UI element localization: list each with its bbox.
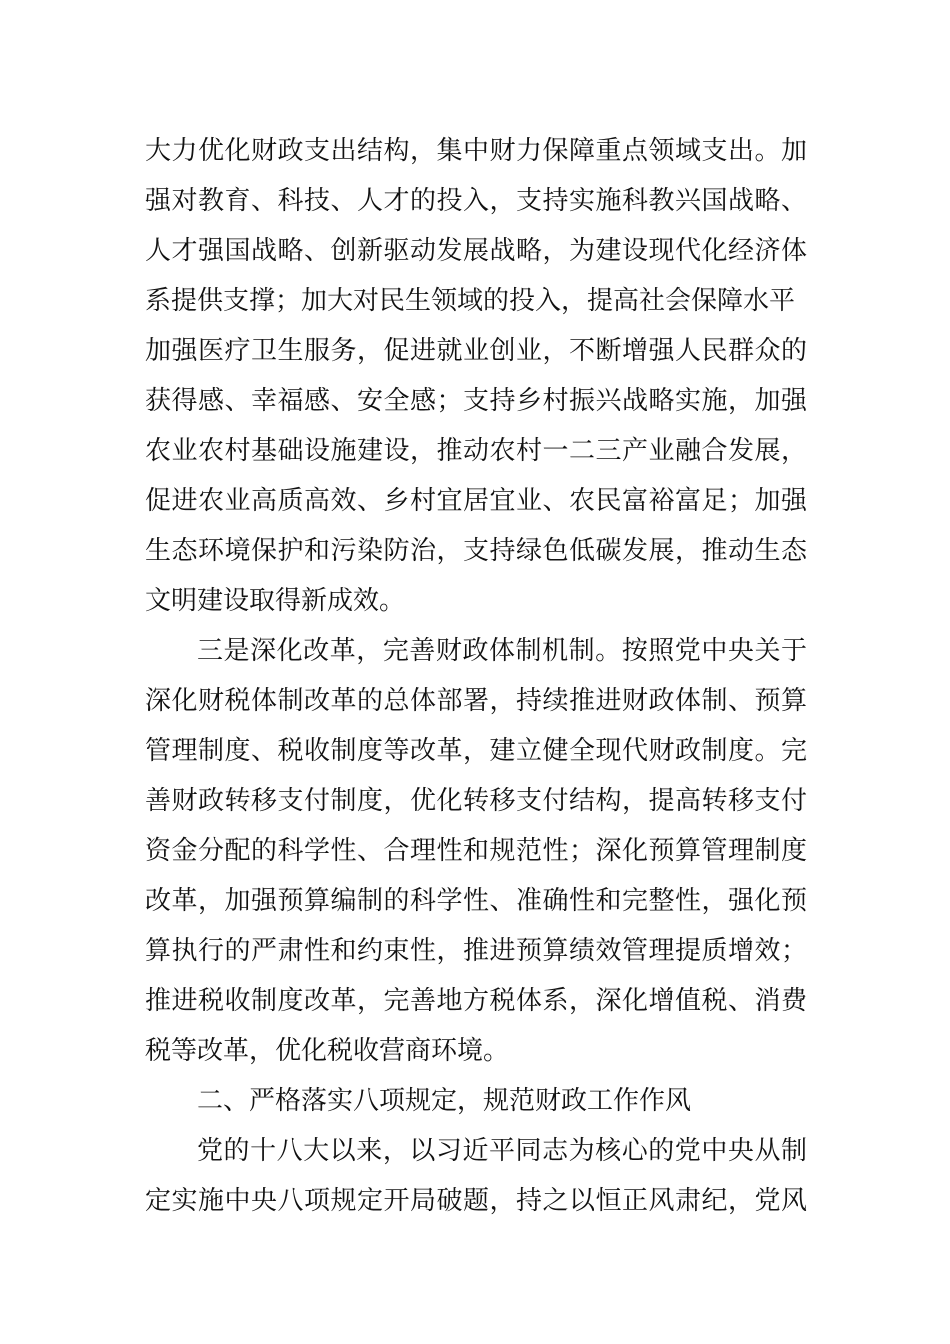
text-line: 获得感、幸福感、安全感；支持乡村振兴战略实施，加强: [145, 386, 807, 416]
text-line: 人才强国战略、创新驱动发展战略，为建设现代化经济体: [145, 236, 807, 266]
text-line: 促进农业高质高效、乡村宜居宜业、农民富裕富足；加强: [145, 486, 807, 516]
text-line: 深化财税体制改革的总体部署，持续推进财政体制、预算: [145, 686, 807, 716]
text-line: 资金分配的科学性、合理性和规范性；深化预算管理制度: [145, 836, 807, 866]
text-line: 改革，加强预算编制的科学性、准确性和完整性，强化预: [145, 886, 807, 916]
text-line: 推进税收制度改革，完善地方税体系，深化增值税、消费: [145, 986, 807, 1016]
text-line: 生态环境保护和污染防治，支持绿色低碳发展，推动生态: [145, 536, 807, 566]
document-body: [145, 126, 807, 1226]
text-line: 加强医疗卫生服务，促进就业创业，不断增强人民群众的: [145, 336, 807, 366]
text-line: 算执行的严肃性和约束性，推进预算绩效管理提质增效；: [145, 936, 807, 966]
section-heading: 二、严格落实八项规定，规范财政工作作风: [197, 1086, 692, 1116]
text-line: 强对教育、科技、人才的投入，支持实施科教兴国战略、: [145, 186, 807, 216]
text-line: 善财政转移支付制度，优化转移支付结构，提高转移支付: [145, 786, 807, 816]
text-line: 文明建设取得新成效。: [145, 586, 406, 616]
text-line: 大力优化财政支出结构，集中财力保障重点领域支出。加: [145, 136, 807, 166]
text-line: 定实施中央八项规定开局破题，持之以恒正风肃纪，党风: [145, 1186, 807, 1216]
text-line: 党的十八大以来，以习近平同志为核心的党中央从制: [197, 1136, 807, 1166]
text-line: 农业农村基础设施建设，推动农村一二三产业融合发展，: [145, 436, 807, 466]
text-line: 三是深化改革，完善财政体制机制。按照党中央关于: [197, 636, 807, 666]
text-line: 税等改革，优化税收营商环境。: [145, 1036, 510, 1066]
text-line: 管理制度、税收制度等改革，建立健全现代财政制度。完: [145, 736, 807, 766]
text-line: 系提供支撑；加大对民生领域的投入，提高社会保障水平: [145, 286, 796, 316]
